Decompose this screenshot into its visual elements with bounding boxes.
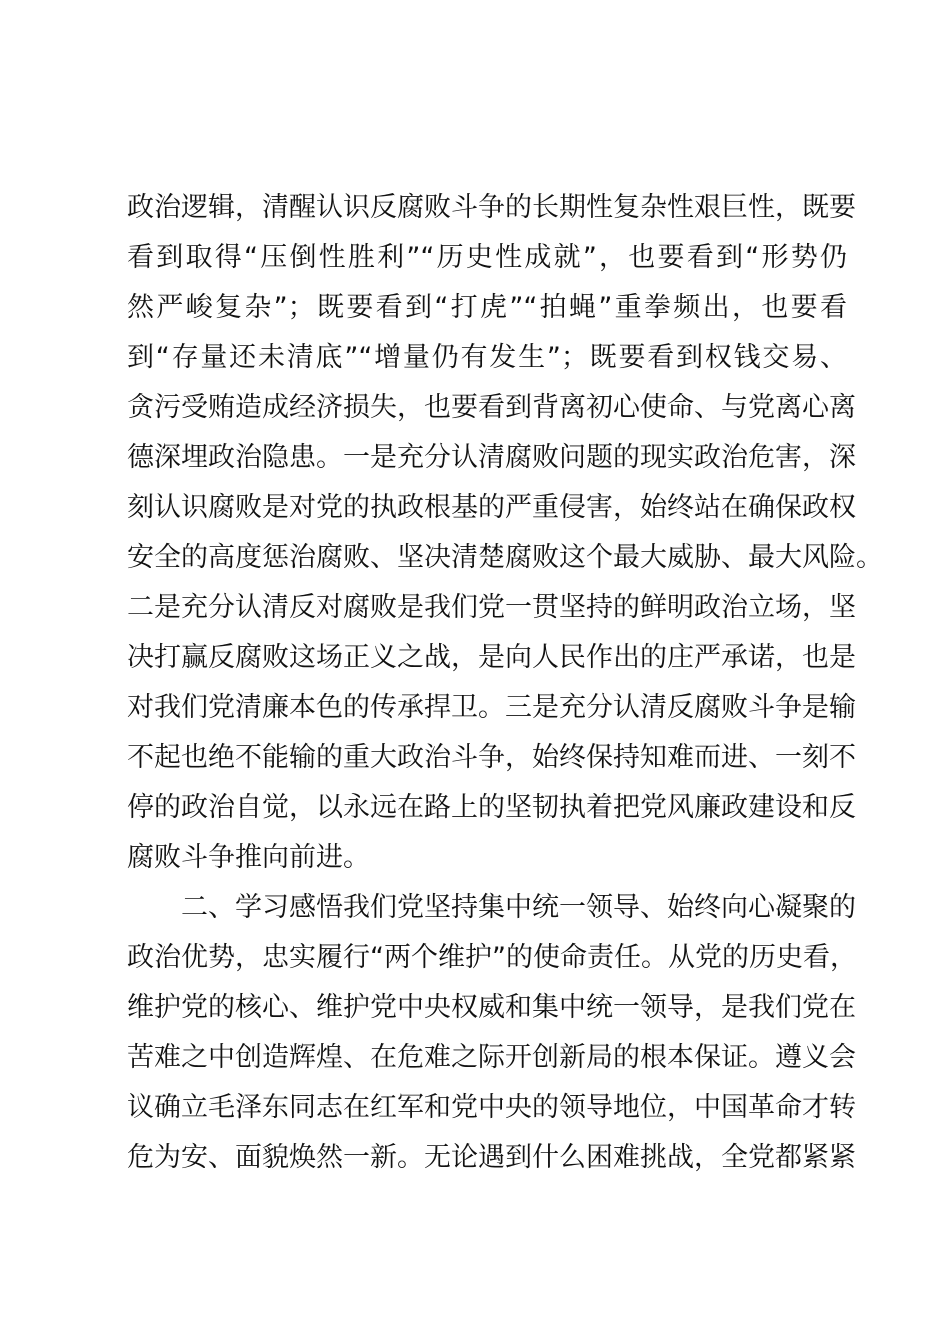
- text-line: 危为安、面貌焕然一新。无论遇到什么困难挑战，全党都紧紧: [127, 1142, 856, 1173]
- document-body-text: [127, 183, 883, 1183]
- text-line: 停的政治自觉，以永远在路上的坚韧执着把党风廉政建设和反: [127, 792, 856, 823]
- text-line: 维护党的核心、维护党中央权威和集中统一领导，是我们党在: [127, 992, 856, 1023]
- text-line: 腐败斗争推向前进。: [127, 842, 370, 873]
- text-line: 政治逻辑，清醒认识反腐败斗争的长期性复杂性艰巨性，既要: [127, 192, 856, 223]
- text-line: 刻认识腐败是对党的执政根基的严重侵害，始终站在确保政权: [127, 492, 856, 523]
- text-line: 政治优势，忠实履行“两个维护”的使命责任。从党的历史看，: [127, 942, 857, 973]
- text-line: 苦难之中创造辉煌、在危难之际开创新局的根本保证。遵义会: [127, 1042, 856, 1073]
- text-line: 然严峻复杂”；既要看到“打虎”“拍蝇”重拳频出，也要看: [127, 292, 847, 323]
- text-line: 到“存量还未清底”“增量仍有发生”；既要看到权钱交易、: [127, 342, 847, 373]
- text-line: 德深埋政治隐患。一是充分认清腐败问题的现实政治危害，深: [127, 442, 856, 473]
- text-line: 贪污受贿造成经济损失，也要看到背离初心使命、与党离心离: [127, 392, 856, 423]
- text-line: 安全的高度惩治腐败、坚决清楚腐败这个最大威胁、最大风险。: [127, 542, 883, 573]
- text-line: 对我们党清廉本色的传承捍卫。三是充分认清反腐败斗争是输: [127, 692, 856, 723]
- text-line: 议确立毛泽东同志在红军和党中央的领导地位，中国革命才转: [127, 1092, 856, 1123]
- text-line: 看到取得“压倒性胜利”“历史性成就”，也要看到“形势仍: [127, 242, 847, 273]
- text-line: 不起也绝不能输的重大政治斗争，始终保持知难而进、一刻不: [127, 742, 856, 773]
- text-line: 决打赢反腐败这场正义之战，是向人民作出的庄严承诺，也是: [127, 642, 856, 673]
- section-heading-line: 二、学习感悟我们党坚持集中统一领导、始终向心凝聚的: [181, 892, 856, 923]
- text-line: 二是充分认清反对腐败是我们党一贯坚持的鲜明政治立场，坚: [127, 592, 856, 623]
